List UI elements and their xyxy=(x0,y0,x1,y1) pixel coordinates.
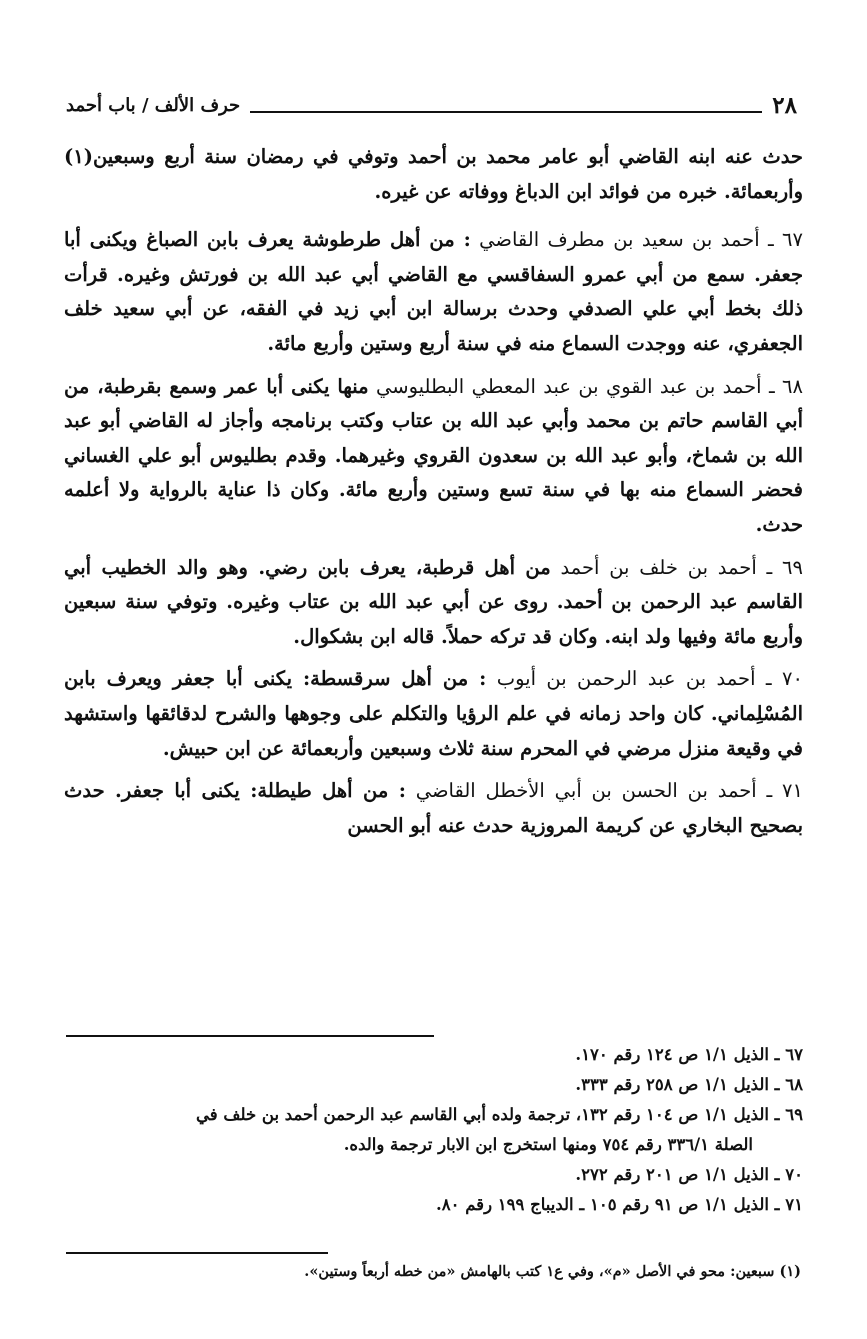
note-69: ٦٩ ـ الذيل ١/١ ص ١٠٤ رقم ١٣٢، ترجمة ولده أبي القاسم عبد الرحمن أحمد بن خلف في xyxy=(196,1105,803,1124)
entry-text: من أهل قرطبة، يعرف بابن رضي. وهو والد الخطيب أبي القاسم عبد الرحمن بن أحمد. روى عن أبي عبد الله بن عتاب وغيره. وتوفي سنة سبعين وأربع مائة وفيها ولد ابنه. وكان قد تركه حملاً. قاله ابن بشكوال. xyxy=(64,555,803,648)
source-notes xyxy=(64,1040,803,1220)
entry-68 xyxy=(64,370,803,543)
note-70: ٧٠ ـ الذيل ١/١ ص ٢٠١ رقم ٢٧٢. xyxy=(575,1165,803,1184)
note-71: ٧١ ـ الذيل ١/١ ص ٩١ رقم ١٠٥ ـ الديباج ١٩٩ رقم ٨٠. xyxy=(435,1195,803,1214)
header-rule xyxy=(250,111,762,113)
note-67: ٦٧ ـ الذيل ١/١ ص ١٢٤ رقم ١٧٠. xyxy=(575,1045,803,1064)
footnote: (١) سبعين: محو في الأصل «م»، وفي ع١ كتب بالهامش «من خطه أربعاً وستين». xyxy=(304,1263,801,1280)
entry-number: ٦٩ ـ xyxy=(766,555,803,579)
entry-name: أحمد بن خلف بن أحمد xyxy=(560,555,757,579)
entry-text: : من أهل طيطلة: يكنى أبا جعفر. حدث بصحيح البخاري عن كريمة المروزية حدث عنه أبو الحسن xyxy=(64,779,803,837)
entry-text: منها يكنى أبا عمر وسمع بقرطبة، من أبي القاسم حاتم بن محمد وأبي عبد الله بن عتاب وكتب برنامجه وأجاز له القاضي أبو عبد الله بن شماخ، وأبو عبد الله بن سعدون القروي وغيرهما. وقدم بطليوس أبو علي الغساني فحضر السماع منه بها في سنة تسع وستين وأربع مائة. وكان ذا عناية بالرواية ولا أعلمه حدث. xyxy=(64,374,803,536)
entry-text: : من أهل سرقسطة: يكنى أبا جعفر ويعرف بابن المُسْلِماني. كان واحد زمانه في علم الرؤيا والتكلم على وجوهها والشرح لدقائقها واستشهد في وقيعة منزل مرضي في المحرم سنة ثلاث وسبعين وأربعمائة عن ابن حبيش. xyxy=(64,667,803,760)
paragraph-continuation xyxy=(64,140,803,209)
page-number: ٢٨ xyxy=(772,91,797,119)
entry-text: : من أهل طرطوشة يعرف بابن الصباغ ويكنى أبا جعفر. سمع من أبي عمرو السفاقسي مع القاضي أبي عبد الله بن فورتش وغيره. قرأت ذلك بخط أبي علي الصدفي وحدث برسالة ابن أبي زيد في الفقه، عن أبي سعيد خلف الجعفري، عنه ووجدت السماع منه في سنة أربع وستين وأربع مائة. xyxy=(64,228,803,355)
entry-67 xyxy=(64,223,803,361)
entry-number: ٧١ ـ xyxy=(766,779,803,803)
entry-name: أحمد بن عبد القوي بن عبد المعطي البطليوسي xyxy=(375,374,762,398)
footnote-divider xyxy=(66,1252,328,1254)
entry-71 xyxy=(64,774,803,843)
entry-number: ٧٠ ـ xyxy=(765,667,803,691)
entry-name: أحمد بن الحسن بن أبي الأخطل القاضي xyxy=(415,779,757,803)
entry-69 xyxy=(64,551,803,655)
page-header xyxy=(66,88,797,122)
entry-name: أحمد بن سعيد بن مطرف القاضي xyxy=(479,228,760,252)
entry-number: ٦٧ ـ xyxy=(767,228,803,252)
paragraph-text: حدث عنه ابنه القاضي أبو عامر محمد بن أحمد وتوفي في رمضان سنة أربع وسبعين(١) وأربعمائة. خبره من فوائد ابن الدباغ ووفاته عن غيره. xyxy=(64,145,803,203)
note-69-continuation: الصلة ٣٣٦/١ رقم ٧٥٤ ومنها استخرج ابن الابار ترجمة والده. xyxy=(343,1135,753,1154)
entry-name: أحمد بن عبد الرحمن بن أيوب xyxy=(496,667,756,691)
entry-number: ٦٨ ـ xyxy=(768,374,803,398)
note-68: ٦٨ ـ الذيل ١/١ ص ٢٥٨ رقم ٣٣٣. xyxy=(575,1075,803,1094)
notes-divider xyxy=(66,1035,434,1037)
main-text xyxy=(64,140,803,851)
entry-70 xyxy=(64,662,803,766)
running-title: حرف الألف / باب أحمد xyxy=(66,94,241,116)
